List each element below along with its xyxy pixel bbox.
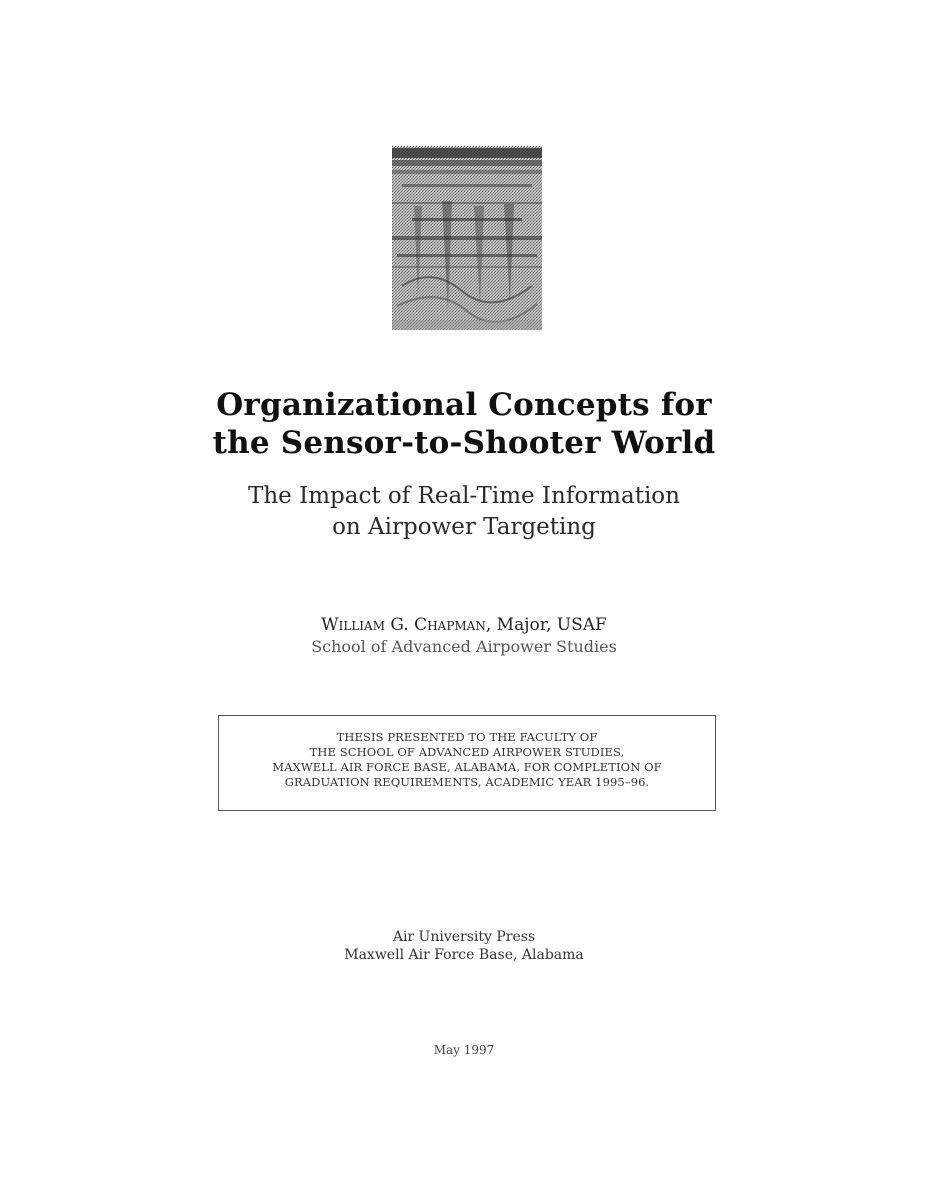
subtitle-line-1: The Impact of Real-Time Information bbox=[248, 483, 680, 509]
subtitle-line-2: on Airpower Targeting bbox=[332, 514, 596, 540]
thesis-line-2: THE SCHOOL OF ADVANCED AIRPOWER STUDIES, bbox=[309, 745, 625, 759]
thesis-statement-box bbox=[218, 715, 716, 811]
thesis-line-3: MAXWELL AIR FORCE BASE, ALABAMA, FOR COMPLETION OF bbox=[272, 760, 662, 774]
title-line-1: Organizational Concepts for bbox=[216, 387, 712, 423]
author-name: William G. Chapman bbox=[321, 615, 486, 635]
document-title bbox=[0, 386, 928, 462]
publisher-name: Air University Press bbox=[392, 929, 536, 945]
author-rank: , Major, USAF bbox=[485, 615, 607, 635]
publisher-location: Maxwell Air Force Base, Alabama bbox=[344, 947, 584, 963]
title-line-2: the Sensor-to-Shooter World bbox=[212, 425, 716, 461]
thesis-line-1: THESIS PRESENTED TO THE FACULTY OF bbox=[336, 730, 598, 744]
author-line bbox=[0, 614, 928, 636]
thesis-line-4: GRADUATION REQUIREMENTS, ACADEMIC YEAR 1995–96. bbox=[284, 775, 650, 789]
author-school: School of Advanced Airpower Studies bbox=[311, 637, 617, 656]
cover-illustration bbox=[392, 146, 542, 330]
publisher-block bbox=[0, 928, 928, 964]
publication-date: May 1997 bbox=[433, 1043, 495, 1057]
author-block bbox=[0, 614, 928, 658]
document-subtitle bbox=[0, 481, 928, 543]
